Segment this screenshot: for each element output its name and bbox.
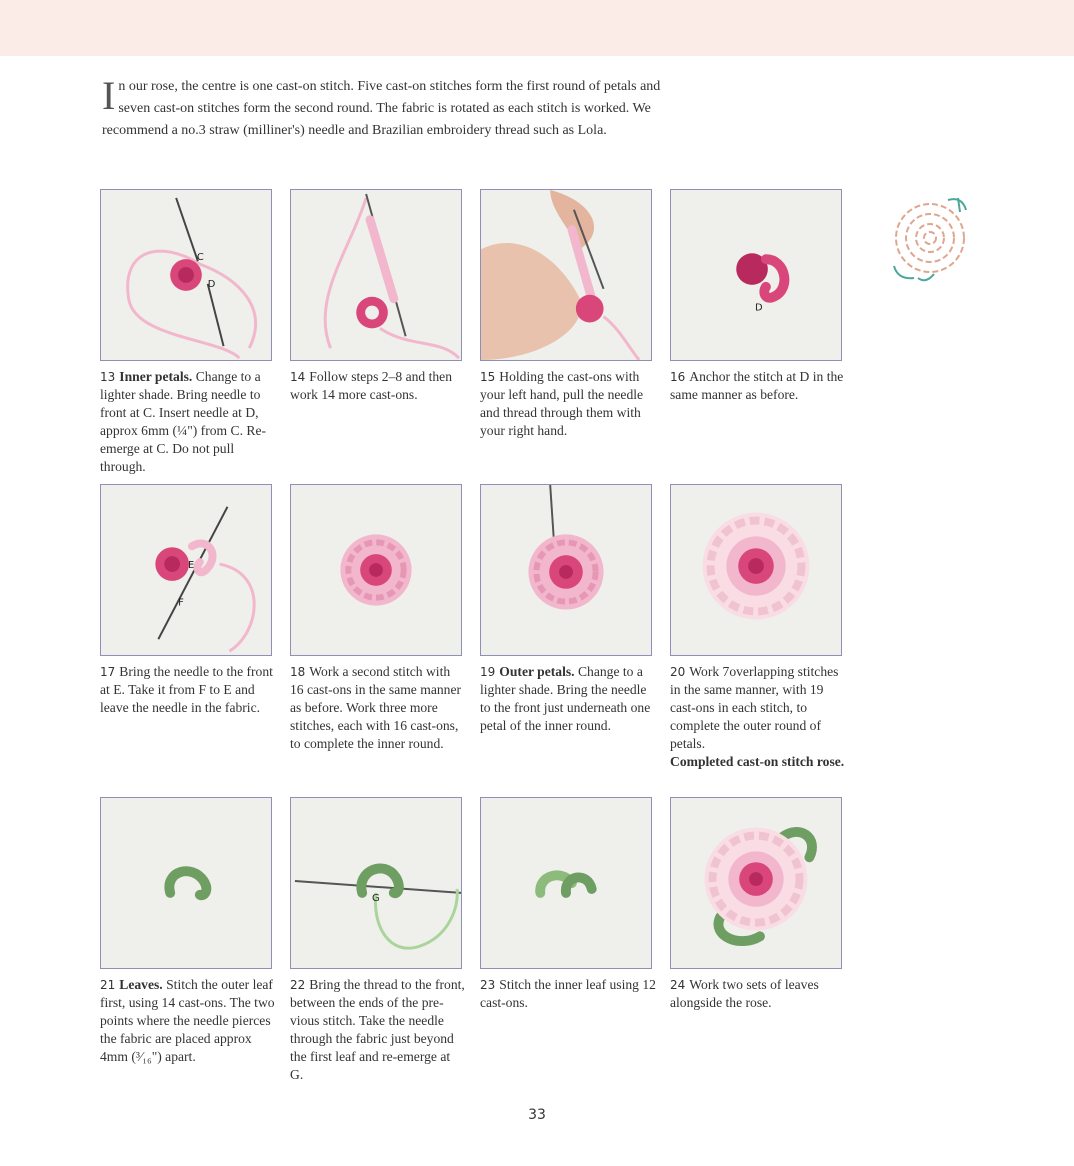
step-text: Bring the thread to the front, between the ends of the pre-vious stitch. Take the needle through the fabric just beyond the first leaf and re-emerge at G. bbox=[290, 977, 465, 1082]
page-number: 33 bbox=[528, 1107, 546, 1123]
point-g-label: G bbox=[372, 892, 380, 904]
point-f-label: F bbox=[178, 597, 184, 609]
step-title: Inner petals. bbox=[119, 369, 193, 384]
step-number: 21 bbox=[100, 978, 116, 992]
step-17-caption bbox=[100, 663, 276, 717]
step-20-photo bbox=[670, 484, 842, 656]
step-14-caption bbox=[290, 368, 466, 404]
step-24-caption bbox=[670, 976, 846, 1012]
step-22-caption bbox=[290, 976, 466, 1084]
drop-cap: I bbox=[102, 73, 116, 118]
step-text: Bring the needle to the front at E. Take it from F to E and leave the needle in the fabric. bbox=[100, 664, 273, 715]
completed-rose-label: Completed cast-on stitch rose. bbox=[670, 754, 845, 769]
step-15-caption bbox=[480, 368, 656, 440]
step-14-photo bbox=[290, 189, 462, 361]
step-19-photo bbox=[480, 484, 652, 656]
step-23-photo bbox=[480, 797, 652, 969]
step-15-photo bbox=[480, 189, 652, 361]
step-text: Work a second stitch with 16 cast-ons in the same manner as before. Work three more stitches, each with 16 cast-ons, to complete the inner round. bbox=[290, 664, 462, 751]
step-number: 13 bbox=[100, 370, 116, 384]
step-13-caption bbox=[100, 368, 276, 476]
step-text: Work 7overlapping stitches in the same manner, with 19 cast-ons in each stitch, to complete the outer round of petals. bbox=[670, 664, 839, 751]
step-number: 22 bbox=[290, 978, 306, 992]
point-e-label: E bbox=[187, 560, 195, 572]
step-18-photo bbox=[290, 484, 462, 656]
step-number: 17 bbox=[100, 665, 116, 679]
step-number: 15 bbox=[480, 370, 496, 384]
step-title: Outer petals. bbox=[499, 664, 575, 679]
step-text: Holding the cast-ons with your left hand, pull the needle and thread through them with your right hand. bbox=[480, 369, 644, 438]
step-text: Follow steps 2–8 and then work 14 more cast-ons. bbox=[290, 369, 453, 402]
step-23-caption bbox=[480, 976, 656, 1012]
rose-stitch-diagram-icon bbox=[888, 190, 974, 290]
step-17-photo bbox=[100, 484, 272, 656]
step-13-photo bbox=[100, 189, 272, 361]
header-band bbox=[0, 0, 1074, 56]
step-20-caption bbox=[670, 663, 846, 771]
intro-text: n our rose, the centre is one cast-on stitch. Five cast-on stitches form the first round of petals and seven cast-on stitches form the second round. The fabric is rotated as each stitch is worked. We recommend a no.3 straw (milliner's) needle and Brazilian embroidery thread such as Lola. bbox=[102, 79, 661, 138]
step-number: 19 bbox=[480, 665, 496, 679]
step-number: 14 bbox=[290, 370, 306, 384]
step-21-photo bbox=[100, 797, 272, 969]
step-24-photo bbox=[670, 797, 842, 969]
step-text: Anchor the stitch at D in the same manner as before. bbox=[670, 369, 844, 402]
step-number: 20 bbox=[670, 665, 686, 679]
step-text: Work two sets of leaves alongside the rose. bbox=[670, 977, 819, 1010]
point-d-label: D bbox=[755, 302, 763, 314]
step-19-caption bbox=[480, 663, 656, 735]
step-number: 18 bbox=[290, 665, 306, 679]
point-c-label: C bbox=[196, 252, 204, 264]
step-16-caption bbox=[670, 368, 846, 404]
step-22-photo bbox=[290, 797, 462, 969]
step-16-photo bbox=[670, 189, 842, 361]
step-text: Stitch the outer leaf first, using 14 cast-ons. The two points where the needle pierces the fabric are placed approx 4mm (³⁄₁₆") apart. bbox=[100, 977, 275, 1064]
step-title: Leaves. bbox=[119, 977, 163, 992]
step-number: 24 bbox=[670, 978, 686, 992]
step-number: 16 bbox=[670, 370, 686, 384]
point-d-label: D bbox=[207, 278, 216, 290]
step-number: 23 bbox=[480, 978, 496, 992]
step-text: Change to a lighter shade. Bring needle to front at C. Insert needle at D, approx 6mm (¼") from C. Re-emerge at C. Do not pull through. bbox=[100, 369, 266, 474]
step-21-caption bbox=[100, 976, 276, 1066]
step-18-caption bbox=[290, 663, 466, 753]
step-text: Stitch the inner leaf using 12 cast-ons. bbox=[480, 977, 656, 1010]
step-text: Change to a lighter shade. Bring the needle to the front just underneath one petal of the inner round. bbox=[480, 664, 651, 733]
intro-paragraph bbox=[102, 73, 662, 142]
